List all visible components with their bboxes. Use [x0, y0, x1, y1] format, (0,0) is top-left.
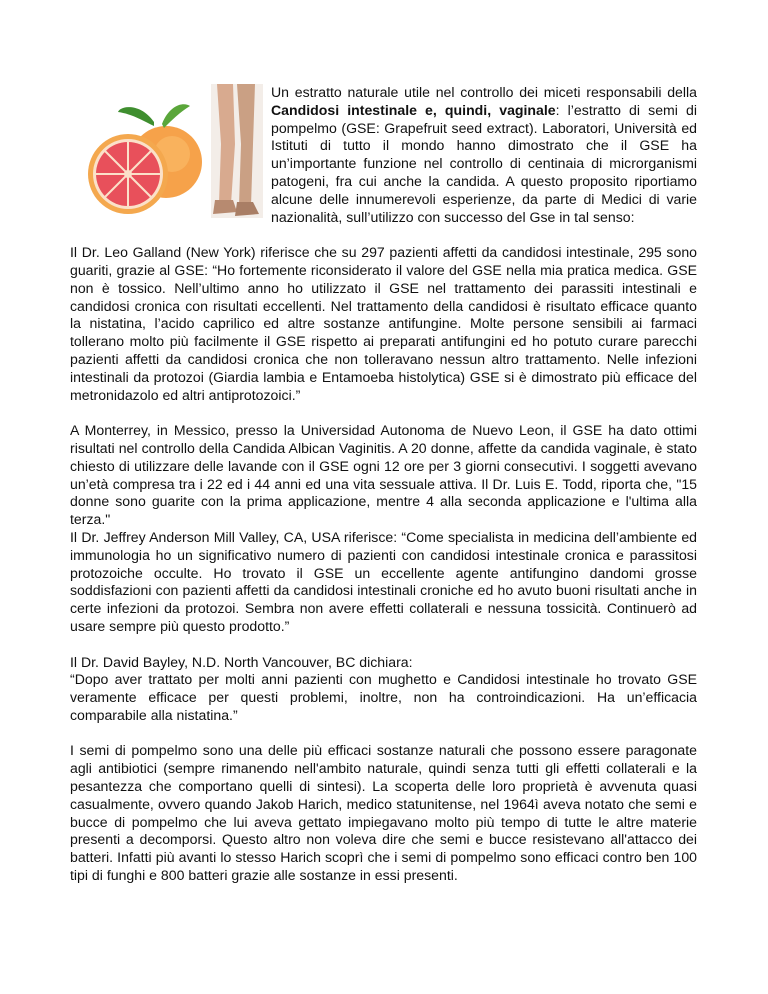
paragraph-gap: [70, 404, 697, 422]
intro-text-end: : l’estratto di semi di pompelmo (GSE: Grapefruit seed extract). Laboratori, Università ed Istituti di tutto il mondo hanno dimostrato che il GSE ha un’importante funzione nel controllo di centinaia di microrganismi patogeni, fra cui anche la candida. A questo proposito riportiamo alcune delle innumerevoli esperienze, da parte di Medici di varie nazionalità, sull’utilizzo con successo del Gse in tal senso:: [271, 101, 697, 225]
header-illustration: [70, 84, 265, 224]
paragraph-gap: [70, 226, 697, 244]
anderson-paragraph: Il Dr. Jeffrey Anderson Mill Valley, CA, USA riferisce: “Come specialista in medicina dell’ambiente ed immunologia ho un significativo numero di pazienti con candidosi intestinale cronica e parassitosi protozoiche occulte. Ho trovato il GSE un eccellente agente antifungino dandomi grosse soddisfazioni con pazienti affetti da candidosi intestinali croniche ed ho avuto buoni risultati anche in certe infezioni da protozoi. Sembra non avere effetti collaterali e nessuna tossicità. Continuerò ad usare sempre più questo prodotto.”: [70, 528, 697, 634]
intro-text-start: Un estratto naturale utile nel controllo dei miceti responsabili della: [271, 84, 697, 100]
paragraph-gap: [70, 725, 697, 743]
bayley-intro: Il Dr. David Bayley, N.D. North Vancouver, BC dichiara:: [70, 653, 413, 670]
monterrey-paragraph: A Monterrey, in Messico, presso la Universidad Autonoma de Nuevo Leon, il GSE ha dato ottimi risultati nel controllo della Candida Albican Vaginitis. A 20 donne, affette da candida vaginale, è stato chiesto di utilizzare delle lavande con il GSE ogni 12 ore per 3 giorni consecutivi. I soggetti avevano un’età compresa tra i 22 ed i 44 anni ed una vita sessuale attiva. Il Dr. Luis E. Todd, riporta che, "15 donne sono guarite con la prima applicazione, mentre 4 alla seconda applicazione e l'ultima alla terza.": [70, 422, 697, 528]
paragraph-gap: [70, 636, 697, 654]
intro-bold-text: Candidosi intestinale e, quindi, vaginale: [271, 101, 556, 118]
galland-paragraph: Il Dr. Leo Galland (New York) riferisce che su 297 pazienti affetti da candidosi intestinale, 295 sono guariti, grazie al GSE: “Ho fortemente riconsiderato il valore del GSE nella mia pratica medica. GSE non è tossico. Nell’ultimo anno ho utilizzato il GSE nel trattamento dei parassiti intestinali e candidosi cronica con risultati eccellenti. Nel trattamento della candidosi è risultato efficace quanto la nistatina, l’acido caprilico ed altre sostanze antifungine. Molte persone sensibili ai farmaci tollerano molto più facilmente il GSE rispetto ai preparati antifungini ed ho potuto curare parecchi pazienti affetti da candidosi cronica che non tolleravano nessun altro trattamento. Nelle infezioni intestinali da protozoi (Giardia lambia e Entamoeba histolytica) GSE si è dimostrato più efficace del metronidazolo ed altri antiprotozoici.”: [70, 244, 697, 403]
document-body: [70, 84, 697, 885]
grapefruit-image: [80, 92, 210, 222]
semi-paragraph: I semi di pompelmo sono una delle più efficaci sostanze naturali che possono essere paragonate agli antibiotici (sempre rimanendo nell'ambito naturale, quindi senza tutti gli effetti collaterali e la pesantezza che comportano quelli di sintesi). La scoperta delle loro proprietà è avvenuta quasi casualmente, ovvero quando Jakob Harich, medico statunitense, nel 1964ì aveva notato che semi e bucce di pompelmo che lui aveva gettato impiegavano molto più tempo di tutte le altre materie presenti a decomporsi. Questo altro non voleva dire che semi e bucce resistevano all'attacco dei batteri. Infatti più avanti lo stesso Harich scoprì che i semi di pompelmo sono efficaci contro ben 100 tipi di funghi e 800 batteri grazie alle sostanze in essi presenti.: [70, 742, 697, 884]
bayley-quote: “Dopo aver trattato per molti anni pazienti con mughetto e Candidosi intestinale ho trovato GSE veramente efficace per questi problemi, inoltre, non ha controindicazioni. Ha un’efficacia comparabile alla nistatina.”: [70, 671, 697, 723]
legs-image: [211, 84, 263, 218]
